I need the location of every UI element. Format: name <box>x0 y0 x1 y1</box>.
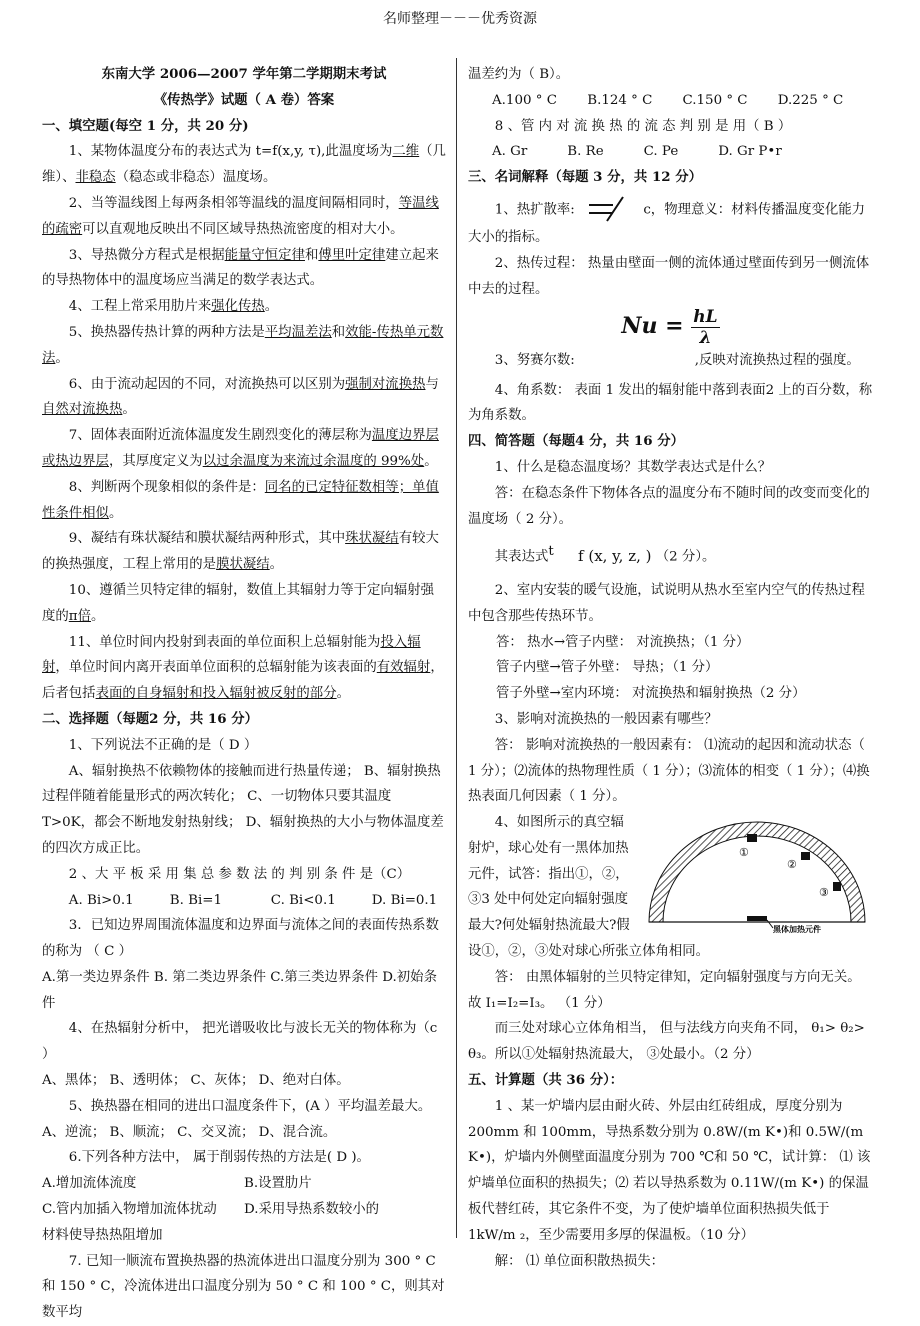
calc-solution: 解： ⑴ 单位面积散热损失： <box>494 1253 664 1269</box>
fill-q8: 8、判断两个现象相似的条件是：同名的已定特征数相等；单值性条件相似。 <box>42 479 439 521</box>
short-a3: 答： 影响对流换热的一般因素有： ⑴流动的起因和流动状态（ 1 分）；⑵流体的热物理性质（ 1 分）；⑶流体的相变（ 1 分）；⑷换热表面几何因素（ 1 分）。 <box>468 737 870 805</box>
column-divider <box>456 58 457 1238</box>
fill-q4: 4、工程上常采用肋片来强化传热。 <box>68 299 279 315</box>
fill-q9: 9、凝结有珠状凝结和膜状凝结两种形式，其中珠状凝结有较大的换热强度，工程上常用的是膜状凝结。 <box>42 531 439 573</box>
choice-q6: 6.下列各种方法中， 属于削弱传热的方法是( D )。 <box>68 1150 370 1166</box>
term-4: 4、角系数： 表面 1 发出的辐射能中落到表面2 上的百分数，称为角系数。 <box>468 382 873 424</box>
short-a1: 答：在稳态条件下物体各点的温度分布不随时间的改变而变化的温度场（ 2 分）。 <box>468 485 870 527</box>
section-2-heading: 二、选择题（每题2 分，共 16 分） <box>42 710 259 727</box>
exam-title: 东南大学 2006—2007 学年第二学期期末考试 <box>101 66 387 82</box>
thermal-diffusivity-symbol <box>579 202 643 217</box>
right-column <box>468 62 873 1274</box>
short-q1: 1、什么是稳态温度场？其数学表达式是什么？ <box>494 460 772 476</box>
fig-label-1: ① <box>739 846 749 860</box>
calc-q1: 1 、某一炉墙内层由耐火砖、外层由红砖组成，厚度分别为200mm 和 100mm，导热系数分别为 0.8W/(m K•)和 0.5W/(m K•)，炉墙内外侧壁面温度分别为 700 ℃和 50 ℃，试计算： ⑴ 该炉墙单位面积的热损失；⑵ 若以导热系数为 0.11W/(m K•) 的保温板代替红砖，其它条件不变，为了使炉墙单位面积热损失低于 1kW/m ₂，至少需要用多厚的保温板。（10 分） <box>468 1098 871 1243</box>
term-2: 2、热传过程： 热量由壁面一侧的流体通过壁面传到另一侧流体中去的过程。 <box>468 255 870 297</box>
section-4-heading: 四、简答题（每题4 分，共 16 分） <box>468 433 685 450</box>
choice-q7-cont: 温差约为（ B）。 <box>468 67 570 82</box>
exam-subtitle: 《传热学》试题（ A 卷）答案 <box>153 91 335 108</box>
fill-q7: 7、固体表面附近流体温度发生剧烈变化的薄层称为温度边界层或热边界层，其厚度定义为以过余温度为来流过余温度的 99%处。 <box>42 428 439 469</box>
fill-q2: 2、当等温线图上每两条相邻等温线的温度间隔相同时，等温线的疏密可以直观地反映出不同区域导热热流密度的相对大小。 <box>42 195 439 237</box>
choice-q6-options-ab: A.增加流体流度 B.设置肋片 <box>42 1176 312 1192</box>
fill-q6: 6、由于流动起因的不同，对流换热可以区别为强制对流换热与自然对流换热。 <box>42 376 439 418</box>
short-q3: 3、影响对流换热的一般因素有哪些？ <box>494 711 718 727</box>
choice-q8: 8 、管 内 对 流 换 热 的 流 态 判 别 是 用（ B ） <box>494 118 792 134</box>
short-q4: 4、如图所示的真空辐射炉，球心处有一黑体加热元件，试答：指出①，②，③3 处中何处定向辐射强度最大?何处辐射热流最大?假设①，②，③处对球心所张立体角相同。 <box>468 815 710 960</box>
choice-q4-options: A、黑体； B、透明体； C、灰体； D、绝对白体。 <box>42 1073 350 1089</box>
fill-q10: 10、遵循兰贝特定律的辐射，数值上其辐射力等于定向辐射强度的π倍。 <box>42 582 434 624</box>
term-1: 1、热扩散率: c，物理意义：材料传播温度变化能力大小的指标。 <box>468 195 873 251</box>
left-column <box>42 62 446 1326</box>
short-a4-line1: 答： 由黑体辐射的兰贝特定律知，定向辐射强度与方向无关。故 I₁=I₂=I₃。 （1 分） <box>468 969 861 1011</box>
choice-q6-options-cd: C.管内加插入物增加流体扰动 D.采用导热系数较小的 <box>42 1202 380 1218</box>
choice-q2-options: A. Bi>0.1 B. Bi=1 C. Bi<0.1 D. Bi=0.1 <box>68 892 438 908</box>
short-q2: 2、室内安装的暖气设施，试说明从热水至室内空气的传热过程中包含那些传热环节。 <box>468 582 865 624</box>
choice-q2: 2 、大 平 板 采 用 集 总 参 数 法 的 判 别 条 件 是（C） <box>68 866 411 882</box>
choice-q4: 4、在热辐射分析中， 把光谱吸收比与波长无关的物体称为（c ） <box>42 1021 438 1063</box>
section-5-heading: 五、计算题（共 36 分）： <box>468 1072 624 1089</box>
section-1-heading: 一、填空题(每空 1 分，共 20 分) <box>42 117 249 134</box>
fill-q3: 3、导热微分方程式是根据能量守恒定律和傅里叶定律建立起来的导热物体中的温度场应当满足的数学表达式。 <box>42 247 439 289</box>
choice-q1: 1、下列说法不正确的是（ D ） <box>68 737 258 753</box>
short-a1-expression: 其表达式t f (x, y, z, ) （2 分）。 <box>494 544 716 565</box>
watermark: 名师整理－－－优秀资源 <box>383 11 537 27</box>
fill-q11: 11、单位时间内投射到表面的单位面积上总辐射能为投入辐射，单位时间内离开表面单位面积的总辐射能为该表面的有效辐射，后者包括表面的自身辐射和投入辐射被反射的部分。 <box>42 634 444 702</box>
choice-q5-options: A、逆流； B、顺流； C、交叉流； D、混合流。 <box>42 1124 337 1140</box>
choice-q3: 3．已知边界周围流体温度和边界面与流体之间的表面传热系数的称为 （ C ） <box>42 918 439 960</box>
short-a4-line2: 而三处对球心立体角相当， 但与法线方向夹角不同， θ₁> θ₂> θ₃。所以①处辐射热流最大， ③处最小。（2 分） <box>468 1021 865 1063</box>
choice-q7-options: A.100 ° C B.124 ° C C.150 ° C D.225 ° C <box>492 92 844 108</box>
short-a2-line1: 答： 热水→管子内壁： 对流换热；（1 分） <box>496 634 750 650</box>
choice-q1-options: A、辐射换热不依赖物体的接触而进行热量传递； B、辐射换热过程伴随着能量形式的两次转化； C、一切物体只要其温度 T>0K，都会不断地发射热射线； D、辐射换热的大小与物体温度差的四次方成正比。 <box>42 763 444 856</box>
fill-q1: 1、某物体温度分布的表达式为 t=f(x,y, τ),此温度场为二维（几维）、非稳态（稳态或非稳态）温度场。 <box>42 144 446 186</box>
fig-caption: 黑体加热元件 <box>773 925 821 935</box>
term-3: 3、努赛尔数: ,反映对流换热过程的强度。 <box>494 352 860 368</box>
fig-label-2: ② <box>787 858 797 872</box>
choice-q8-options: A. Gr B. Re C. Pe D. Gr P•r <box>492 144 782 160</box>
fill-q5: 5、换热器传热计算的两种方法是平均温差法和效能-传热单元数法。 <box>42 324 444 366</box>
choice-q6-options-cont: 材料使导热热阻增加 <box>42 1227 163 1243</box>
nusselt-formula: Nu = $\frac{hL}{\lambda}$ <box>621 306 718 348</box>
choice-q7: 7. 已知一顺流布置换热器的热流体进出口温度分别为 300 ° C和 150 ° C，冷流体进出口温度分别为 50 ° C 和 100 ° C，则其对数平均 <box>42 1253 445 1321</box>
short-a2-line2: 管子内壁→管子外壁： 导热；（1 分） <box>496 660 719 676</box>
choice-q5: 5、换热器在相同的进出口温度条件下，(A ）平均温差最大。 <box>68 1098 432 1114</box>
fig-label-3: ③ <box>819 886 829 900</box>
vacuum-furnace-figure <box>641 812 873 934</box>
section-3-heading: 三、名词解释（每题 3 分，共 12 分） <box>468 169 703 186</box>
short-a2-line3: 管子外壁→室内环境： 对流换热和辐射换热（2 分） <box>496 686 806 702</box>
choice-q3-options: A.第一类边界条件 B. 第二类边界条件 C.第三类边界条件 D.初始条件 <box>42 969 437 1011</box>
